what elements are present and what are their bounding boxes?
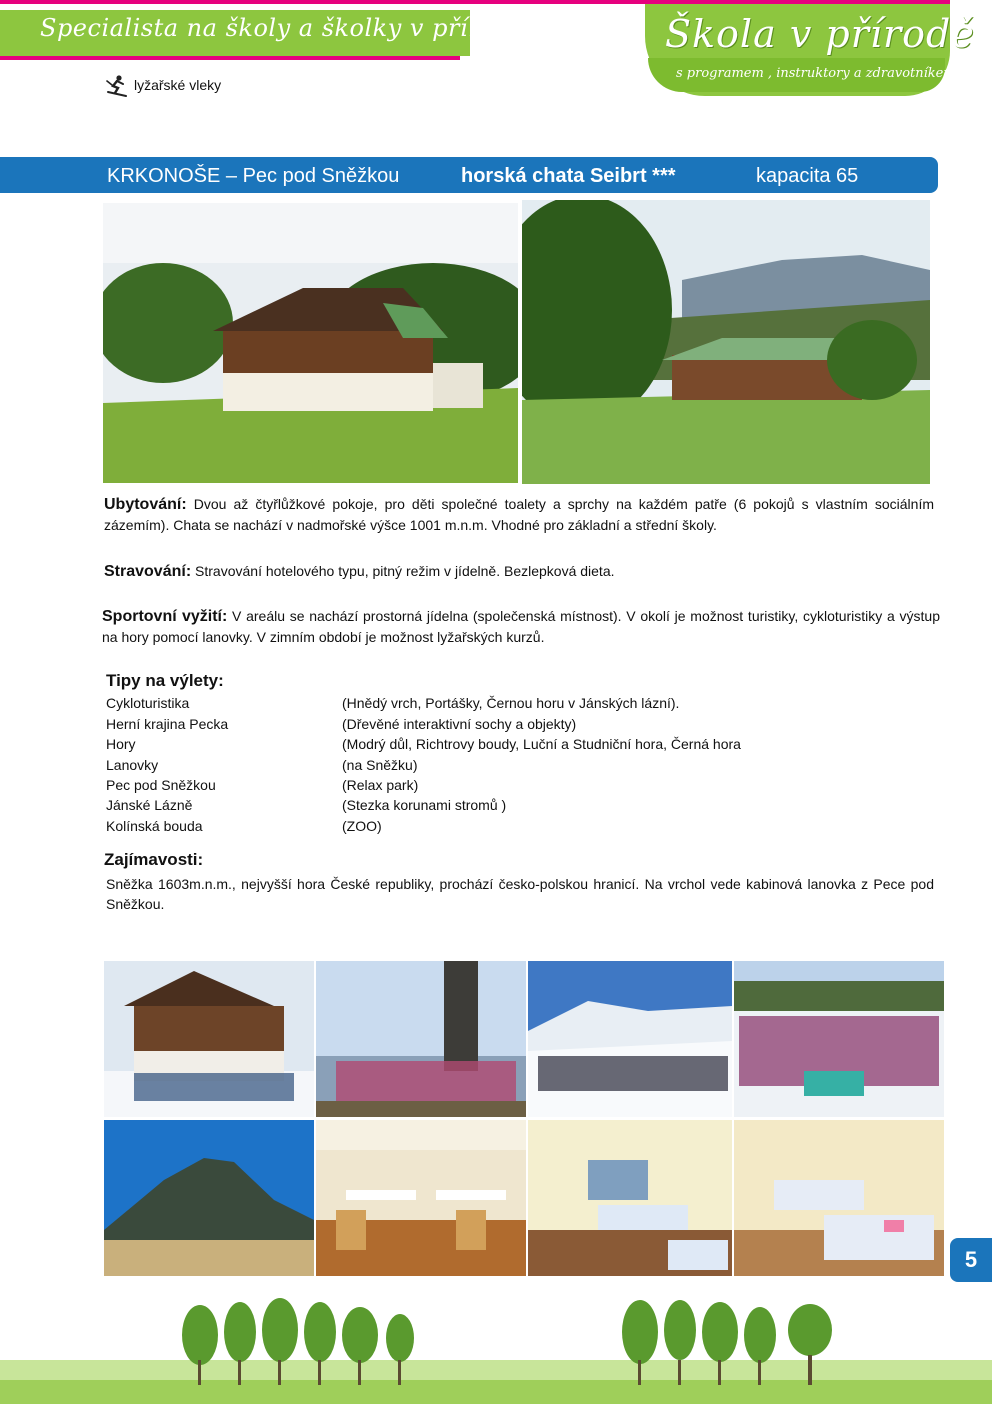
sports-label: Sportovní vyžití: — [102, 608, 228, 625]
accommodation-label: Ubytování: — [104, 496, 187, 513]
photo-summit-group — [316, 961, 526, 1117]
photo-snezka-peak — [104, 1120, 314, 1276]
trip-desc: (ZOO) — [342, 818, 382, 834]
page-number: 5 — [950, 1238, 992, 1282]
trip-desc: (Stezka korunami stromů ) — [342, 797, 507, 813]
trip-name: Herní krajina Pecka — [106, 716, 229, 732]
trip-desc: (Modrý důl, Richtrovy boudy, Luční a Studniční hora, Černá hora — [342, 736, 741, 752]
trip-name: Pec pod Sněžkou — [106, 777, 216, 793]
skier-icon — [104, 74, 130, 103]
slogan-text: Specialista na školy a školky v přírodě — [40, 14, 526, 42]
trip-desc: (na Sněžku) — [342, 757, 418, 773]
meals-label: Stravování: — [104, 563, 192, 580]
sports-text: V areálu se nachází prostorná jídelna (společenská místnost). V okolí je možnost turistiky, cykloturistiky a výstup na hory pomocí lanovky. V zimním období je možnost lyžařských kurzů. — [102, 608, 941, 645]
logo-subtitle: s programem , instruktory a zdravotníkem — [676, 66, 956, 81]
trip-name: Lanovky — [106, 757, 159, 773]
trip-desc: (Relax park) — [342, 777, 419, 793]
accommodation-text: Dvou až čtyřlůžkové pokoje, pro děti společné toalety a sprchy na každém patře (6 pokojů s vlastním sociálním zázemím). Chata se nachází v nadmořské výšce 1001 m.n.m. Vhodné pro základní a střední školy. — [104, 496, 934, 533]
photo-snow-valley — [528, 961, 732, 1117]
legend-label: lyžařské vleky — [134, 77, 222, 93]
capacity-label: kapacita 65 — [756, 165, 859, 187]
trip-name: Cykloturistika — [106, 695, 190, 711]
sights-text: Sněžka 1603m.n.m., nejvyšší hora České republiky, prochází česko-polskou hranicí. Na vrchol vede kabinová lanovka z Pece pod Sněžkou. — [106, 876, 934, 912]
meals-section — [104, 561, 934, 582]
trip-name: Hory — [106, 736, 136, 752]
logo-title: Škola v přírodě — [665, 12, 975, 56]
trip-desc: (Hnědý vrch, Portášky, Černou horu v Jánských lázní). — [342, 695, 680, 711]
photo-group-snow — [734, 961, 944, 1117]
photo-bedroom-1 — [528, 1120, 732, 1276]
chalet-name: horská chata Seibrt *** — [461, 165, 676, 187]
photo-chalet-mountains — [522, 200, 930, 484]
accommodation-section — [104, 494, 934, 535]
footer-trees — [0, 1290, 992, 1404]
meals-text: Stravování hotelového typu, pitný režim v jídelně. Bezlepková dieta. — [195, 563, 615, 579]
photo-winter-group — [104, 961, 314, 1117]
trip-desc: (Dřevěné interaktivní sochy a objekty) — [342, 716, 577, 732]
trip-name: Kolínská bouda — [106, 818, 203, 834]
sports-section — [102, 606, 940, 647]
photo-bedroom-2 — [734, 1120, 944, 1276]
slogan-underline — [0, 56, 460, 60]
location-title: KRKONOŠE – Pec pod Sněžkou — [107, 165, 400, 187]
trip-name: Jánské Lázně — [106, 797, 193, 813]
sights-heading: Zajímavosti: — [104, 850, 204, 869]
photo-chalet-front — [103, 203, 518, 483]
photo-dining-room — [316, 1120, 526, 1276]
trips-heading: Tipy na výlety: — [106, 671, 224, 690]
